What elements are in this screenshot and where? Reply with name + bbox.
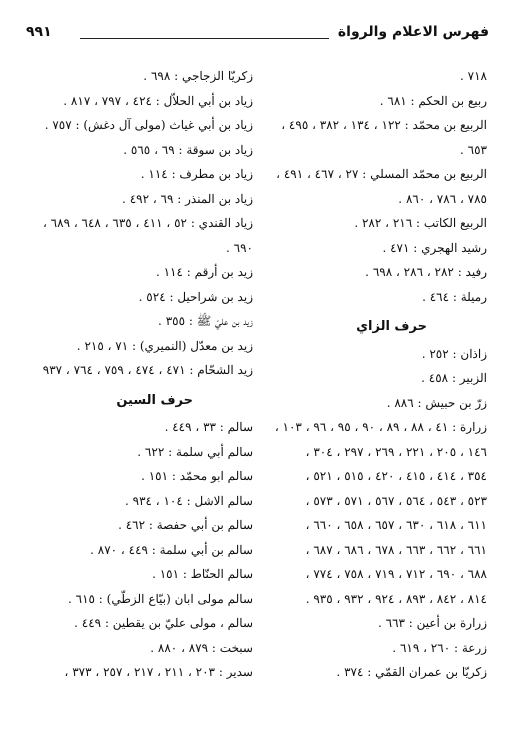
index-entry: زرارة : ٤١ ، ٨٨ ، ٨٩ ، ٩٠ ، ٩٥ ، ٩٦ ، ١٠٣ ، — [274, 420, 487, 434]
header-rule — [80, 38, 329, 39]
index-entry: سبخت : ٨٧٩ ، ٨٨٠ . — [150, 640, 253, 655]
index-entry: رشيد الهجري : ٤٧١ . — [382, 240, 487, 255]
index-entry: زاذان : ٢٥٢ . — [421, 346, 487, 361]
index-entry: ٦١١ ، ٦١٨ ، ٦٣٠ ، ٦٥٧ ، ٦٥٨ ، ٦٦٠ ، — [305, 518, 487, 532]
index-entry: الربيع بن محمّد المسلي : ٢٧ ، ٤٦٧ ، ٤٩١ ، — [276, 167, 487, 181]
index-entry: زيد الشحّام : ٤٧١ ، ٤٧٤ ، ٧٥٩ ، ٧٦٤ ، ٩٣٧ — [42, 363, 253, 377]
right-column — [269, 64, 487, 685]
index-entry: ٥٢٣ ، ٥٤٣ ، ٥٦٤ ، ٥٦٧ ، ٥٧١ ، ٥٧٣ ، — [305, 493, 487, 508]
index-entry: الربيع الكاتب : ٢١٦ ، ٢٨٢ . — [354, 216, 487, 230]
index-entry: زيد بن شراحيل : ٥٢٤ . — [138, 289, 253, 304]
index-entry: زياد القندي : ٥٢ ، ٤١١ ، ٦٣٥ ، ٦٤٨ ، ٦٨٩ ، — [42, 216, 253, 230]
index-entry: الربيع بن محمّد : ١٢٢ ، ١٣٤ ، ٣٨٢ ، ٤٩٥ ، — [281, 118, 487, 132]
index-entry: زكريّا الزجاجي : ٦٩٨ . — [143, 69, 253, 83]
section-heading: حرف الزاي — [356, 319, 427, 334]
index-entry: ربيع بن الحكم : ٦٨١ . — [379, 93, 487, 108]
index-entry: زيد بن أرقم : ١١٤ . — [155, 265, 253, 279]
left-column — [27, 64, 253, 685]
index-entry: زرعة : ٢٦٠ ، ٦١٩ . — [392, 640, 487, 655]
index-entry: ٦٥٣ . — [460, 142, 487, 157]
index-entry: زيد بن عليّ ﷺ : ٣٥٥ . — [158, 314, 253, 328]
index-entry: ٦٨٨ ، ٦٩٠ ، ٧١٢ ، ٧١٩ ، ٧٥٨ ، ٧٧٤ ، — [305, 567, 487, 581]
index-entry: الزبير : ٤٥٨ . — [421, 371, 487, 385]
index-entry: رفيد : ٢٨٢ ، ٢٨٦ ، ٦٩٨ . — [365, 265, 487, 279]
index-entry: ٧٨٥ ، ٧٨٦ ، ٨٦٠ . — [398, 191, 487, 206]
index-entry: زرارة بن أعين : ٦٦٣ . — [377, 616, 487, 630]
index-entry: ٧١٨ . — [460, 69, 487, 83]
index-entry: سالم : ٣٣ ، ٤٤٩ . — [164, 420, 253, 434]
index-entry: ٨١٤ ، ٨٤٢ ، ٨٩٣ ، ٩٢٤ ، ٩٣٢ ، ٩٣٥ . — [305, 591, 487, 606]
running-title: فهرس الاعلام والرواة — [337, 24, 489, 40]
index-entry: زيد بن معدّل (النميري) : ٧١ ، ٢١٥ . — [76, 338, 253, 353]
index-entry: ٣٥٤ ، ٤١٤ ، ٤١٥ ، ٤٢٠ ، ٥١٥ ، ٥٢١ ، — [305, 469, 487, 483]
index-entry: سالم الحنّاط : ١٥١ . — [152, 567, 253, 581]
index-entry: سالم مولى ابان (بيّاع الزطّي) : ٦١٥ . — [68, 591, 253, 606]
index-entry: ٦٩٠ . — [226, 240, 253, 255]
section-heading: حرف السين — [116, 392, 193, 408]
page-header — [26, 24, 489, 50]
index-entry: زياد بن سوقة : ٦٩ ، ٥٦٥ . — [123, 142, 253, 157]
index-entry: سدير : ٢٠٣ ، ٢١١ ، ٢١٧ ، ٢٥٧ ، ٣٧٣ ، — [64, 665, 253, 679]
index-entry: زياد بن المنذر : ٦٩ ، ٤٩٢ . — [122, 191, 253, 206]
index-entry: سالم أبي سلمة : ٦٢٢ . — [137, 444, 253, 459]
index-entry: سالم بن أبي حفصة : ٤٦٢ . — [118, 518, 253, 532]
index-entry: زرّ بن حبيش : ٨٨٦ . — [386, 395, 487, 410]
page-number: ٩٩١ — [26, 24, 52, 40]
index-entry: زياد بن مطرف : ١١٤ . — [140, 167, 253, 181]
index-entry: زياد بن أبي الحلاّل : ٤٢٤ ، ٧٩٧ ، ٨١٧ . — [63, 93, 253, 108]
index-entry: زكريّا بن عمران القمّي : ٣٧٤ . — [336, 665, 487, 679]
index-entry: سالم ، مولى عليّ بن يقطين : ٤٤٩ . — [74, 616, 253, 630]
index-entry: سالم ابو محمّد : ١٥١ . — [141, 469, 253, 483]
index-entry: سالم الاشل : ١٠٤ ، ٩٣٤ . — [124, 493, 253, 508]
index-entry: سالم بن أبي سلمة : ٤٤٩ ، ٨٧٠ . — [90, 542, 253, 557]
index-entry: ٦٦١ ، ٦٦٢ ، ٦٦٣ ، ٦٧٨ ، ٦٨٦ ، ٦٨٧ ، — [305, 542, 487, 557]
index-entry: ١٤٦ ، ٢٠٥ ، ٢٢١ ، ٢٦٩ ، ٢٩٧ ، ٣٠٤ ، — [305, 444, 487, 459]
index-entry: رميلة : ٤٦٤ . — [422, 289, 487, 304]
index-entry: زياد بن أبي غياث (مولى آل دغش) : ٧٥٧ . — [44, 118, 253, 132]
